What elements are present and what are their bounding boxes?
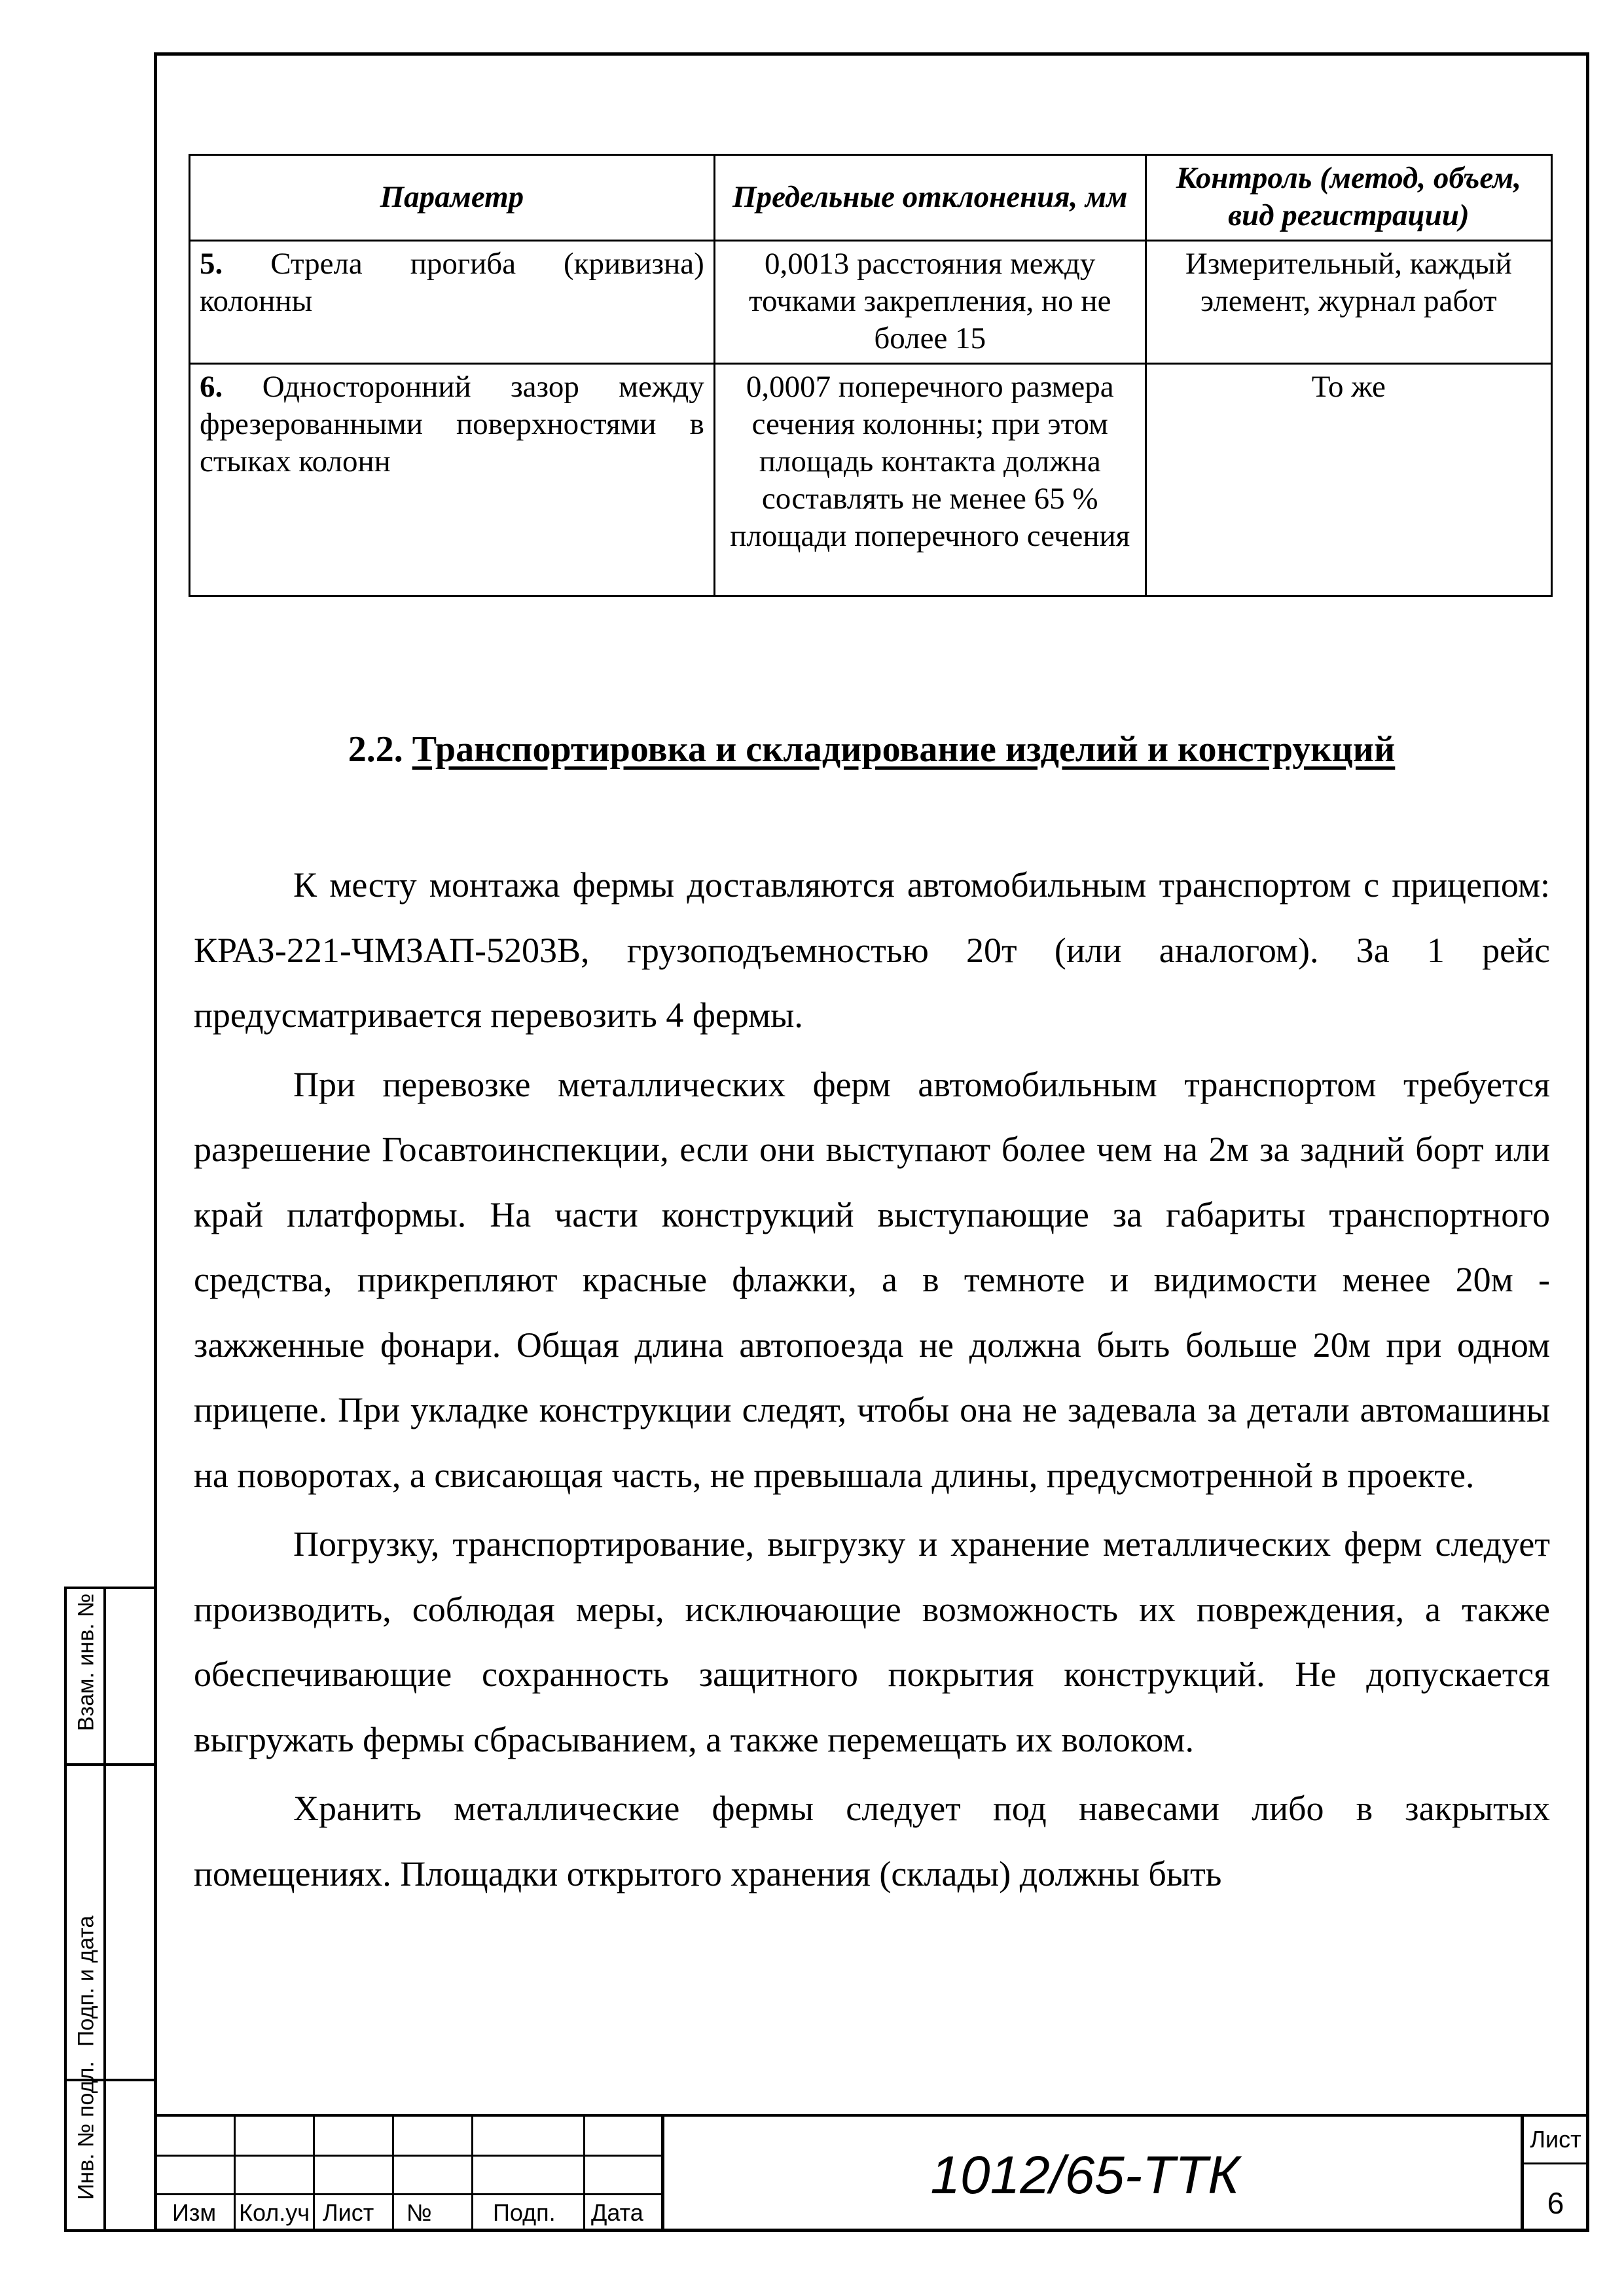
parameter-text-end: колонны: [200, 284, 313, 318]
table-row: [190, 241, 1552, 364]
column-label-date: Дата: [591, 2199, 643, 2226]
control-cell: То же: [1146, 364, 1551, 596]
row-number: 5.: [200, 247, 223, 281]
column-label-sign: Подп.: [493, 2199, 556, 2226]
title-block-divider: [583, 2117, 585, 2232]
paragraph: Хранить металлические фермы следует под навесами либо в закрытых помещениях. Площадки открытого хранения (склады) должны быть: [194, 1789, 1550, 1893]
title-block-divider: [392, 2117, 394, 2232]
title-block-rule: [1522, 2162, 1589, 2164]
table-row: [190, 364, 1552, 596]
column-label-kol: Кол.уч: [239, 2199, 310, 2226]
section-title: Транспортировка и складирование изделий и конструкций: [412, 729, 1396, 770]
table-header-row: [190, 155, 1552, 241]
parameter-text: Стрела прогиба (кривизна): [270, 247, 704, 281]
parameter-cell: [190, 364, 715, 596]
deviation-cell: 0,0007 поперечного размера сечения колонны; при этом площадь контакта должна составлять не менее 65 % площади поперечного сечения: [714, 364, 1146, 596]
title-block-divider: [471, 2117, 473, 2232]
side-stamp: [64, 1587, 154, 2232]
paragraph: К месту монтажа фермы доставляются автомобильным транспортом с прицепом: КРАЗ-221-ЧМЗАП-5203В, грузоподъемностью 20т (или аналогом). За 1 рейс предусматривается перевозить 4 фермы.: [194, 865, 1550, 1035]
tolerance-table: [189, 154, 1553, 597]
column-label-list: Лист: [323, 2199, 374, 2226]
sign-date-label: Подп. и дата: [73, 1915, 99, 2047]
column-label-num: №: [406, 2199, 432, 2226]
row-number: 6.: [200, 370, 223, 404]
original-inv-label: Инв. № подл.: [73, 2061, 99, 2200]
sheet-number: 6: [1547, 2186, 1564, 2220]
sheet-label: Лист: [1530, 2126, 1581, 2153]
paragraph: При перевозке металлических ферм автомобильным транспортом требуется разрешение Госавтоинспекции, если они выступают более чем на 2м за задний борт или край платформы. На части конструкций выступающие за габариты транспортного средства, прикрепляют красные флажки, а в темноте и видимости менее 20м - зажженные фонари. Общая длина автопоезда не должна быть больше 20м при одном прицепе. При укладке конструкции следят, чтобы она не задевала за детали автомашины на поворотах, а свисающая часть, не превышала длины, предусмотренной в проекте.: [194, 1064, 1550, 1495]
section-heading: [154, 726, 1589, 772]
control-cell: Измерительный, каждый элемент, журнал работ: [1146, 241, 1551, 364]
body-text: [194, 853, 1550, 1907]
parameter-cell: [190, 241, 715, 364]
title-block: [154, 2114, 1589, 2232]
deviation-cell: 0,0013 расстояния между точками закрепления, но не более 15: [714, 241, 1146, 364]
replacement-inv-label: Взам. инв. №: [73, 1593, 99, 1731]
replacement-inv-cell: [67, 1589, 154, 1766]
parameter-text: Односторонний зазор между фрезерованными поверхностями в: [200, 370, 704, 441]
title-block-divider: [313, 2117, 315, 2232]
section-number: 2.2.: [348, 729, 403, 770]
column-label-izm: Изм: [172, 2199, 217, 2226]
header-parameter: Параметр: [190, 155, 715, 241]
sign-date-cell: [67, 1766, 154, 2081]
parameter-text-end: стыках колонн: [200, 444, 391, 478]
document-code: 1012/65-ТТК: [930, 2145, 1240, 2205]
title-block-divider: [234, 2117, 236, 2232]
paragraph: Погрузку, транспортирование, выгрузку и хранение металлических ферм следует производить, соблюдая меры, исключающие возможность их повреждения, а также обеспечивающие сохранность защитного покрытия конструкций. Не допускается выгружать фермы сбрасыванием, а также перемещать их волоком.: [194, 1524, 1550, 1759]
header-deviation: Предельные отклонения, мм: [714, 155, 1146, 241]
header-control: Контроль (метод, объем, вид регистрации): [1146, 155, 1551, 241]
original-inv-cell: [67, 2061, 154, 2232]
